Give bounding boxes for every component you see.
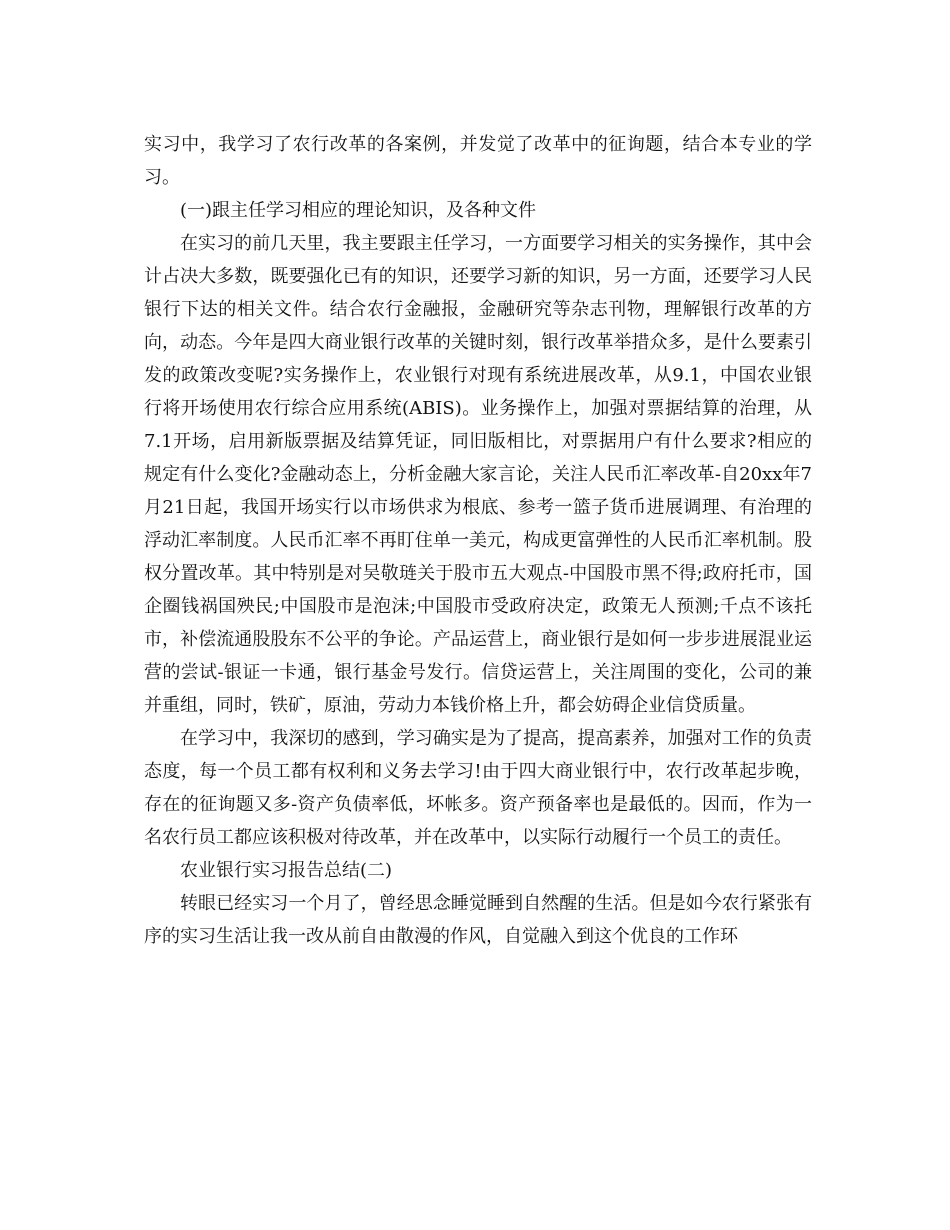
paragraph-intro: 实习中，我学习了农行改革的各案例，并发觉了改革中的征询题，结合本专业的学习。 bbox=[144, 134, 812, 188]
paragraph-reflection: 在学习中，我深切的感到，学习确实是为了提高，提高素养，加强对工作的负责态度，每一个员工都有权利和义务去学习!由于四大商业银行中，农行改革起步晚，存在的征询题又多-资产负债率低，坏帐多。资产预备率也是最低的。因而，作为一名农行员工都应该积极对待改革，并在改革中，以实际行动履行一个员工的责任。 bbox=[144, 728, 812, 848]
document-body bbox=[144, 128, 812, 953]
section-heading-2: 农业银行实习报告总结(二) bbox=[180, 860, 393, 881]
paragraph-study-details: 在实习的前几天里，我主要跟主任学习，一方面要学习相关的实务操作，其中会计占决大多数，既要强化已有的知识，还要学习新的知识，另一方面，还要学习人民银行下达的相关文件。结合农行金融报，金融研究等杂志刊物，理解银行改革的方向，动态。今年是四大商业银行改革的关键时刻，银行改革举措众多，是什么要素引发的政策改变呢?实务操作上，农业银行对现有系统进展改革，从9.1，中国农业银行将开场使用农行综合应用系统(ABIS)。业务操作上，加强对票据结算的治理，从7.1开场，启用新版票据及结算凭证，同旧版相比，对票据用户有什么要求?相应的规定有什么变化?金融动态上，分析金融大家言论，关注人民币汇率改革-自20xx年7月21日起，我国开场实行以市场供求为根底、参考一篮子货币进展调理、有治理的浮动汇率制度。人民币汇率不再盯住单一美元，构成更富弹性的人民币汇率机制。股权分置改革。其中特别是对吴敬琏关于股市五大观点-中国股市黑不得;政府托市，国企圈钱祸国殃民;中国股市是泡沫;中国股市受政府决定，政策无人预测;千点不该托市，补偿流通股股东不公平的争论。产品运营上，商业银行是如何一步步进展混业运营的尝试-银证一卡通，银行基金号发行。信贷运营上，关注周围的变化，公司的兼并重组，同时，铁矿，原油，劳动力本钱价格上升，都会妨碍企业信贷质量。 bbox=[144, 233, 812, 716]
paragraph-second-report: 转眼已经实习一个月了，曾经思念睡觉睡到自然醒的生活。但是如今农行紧张有序的实习生活让我一改从前自由散漫的作风，自觉融入到这个优良的工作环 bbox=[144, 893, 812, 947]
section-heading-1: (一)跟主任学习相应的理论知识，及各种文件 bbox=[180, 200, 537, 221]
